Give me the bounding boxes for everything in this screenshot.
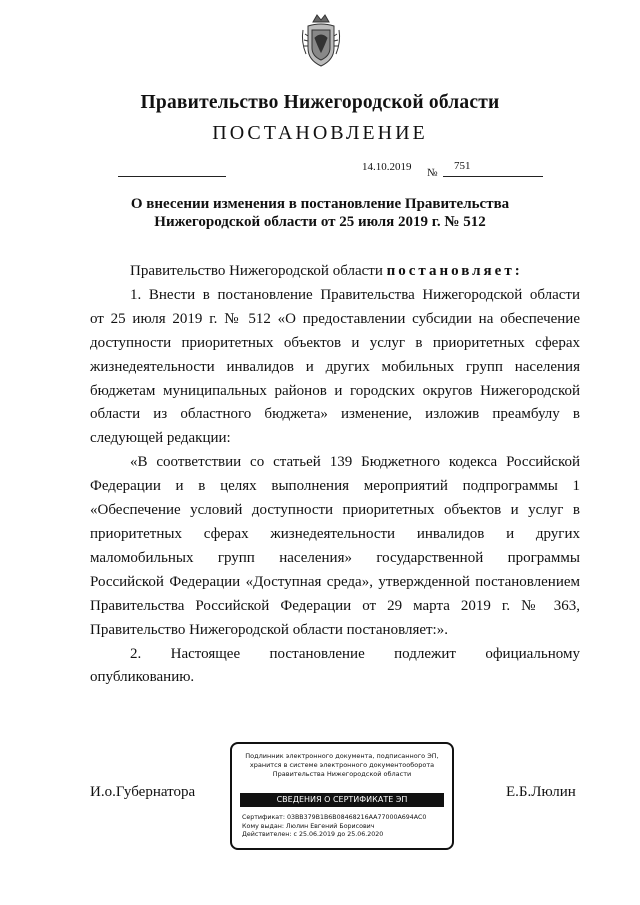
text-line: бюджетам муниципальных районов и городских округов Нижегородской bbox=[90, 382, 580, 399]
text-line: приоритетных сферах жизнедеятельности инвалидов и других bbox=[90, 525, 580, 542]
stamp-note bbox=[238, 752, 446, 779]
government-name: Правительство Нижегородской области bbox=[140, 92, 500, 113]
certificate-validity: Действителен: с 25.06.2019 до 25.06.2020 bbox=[242, 831, 384, 839]
stamp-note-line: Правительства Нижегородской области bbox=[272, 770, 412, 778]
certificate-details bbox=[242, 814, 446, 840]
intro-decree-word: постановляет: bbox=[386, 263, 523, 279]
text-line: доступности приоритетных объектов и услуг в приоритетных сферах bbox=[90, 334, 580, 351]
text-line: Российской Федерации «Доступная среда», утвержденной постановлением bbox=[90, 573, 580, 590]
subject-line: О внесении изменения в постановление Правительства bbox=[130, 196, 510, 212]
text-line: Правительство Нижегородской области постановляет:». bbox=[90, 621, 448, 638]
date-blank-line bbox=[118, 176, 226, 177]
text-line: жизнедеятельности инвалидов и других мобильных групп населения bbox=[90, 358, 580, 375]
item-1-paragraph bbox=[90, 284, 580, 451]
text-line: области из областного бюджета» изменение, изложив преамбулу в bbox=[90, 406, 580, 423]
text-line: от 25 июля 2019 г. № 512 «О предоставлении субсидии на обеспечение bbox=[90, 310, 580, 327]
text-line: 2. Настоящее постановление подлежит официальному bbox=[130, 645, 580, 662]
number-blank-line bbox=[443, 176, 543, 177]
document-body bbox=[90, 260, 580, 690]
coat-of-arms-emblem bbox=[300, 12, 342, 70]
text-line: маломобильных групп населения» государственной программы bbox=[90, 549, 580, 566]
document-type-title: ПОСТАНОВЛЕНИЕ bbox=[212, 122, 428, 144]
certificate-owner: Кому выдан: Люлин Евгений Борисович bbox=[242, 822, 375, 830]
text-line: «Обеспечение условий доступности приоритетных объектов и услуг в bbox=[90, 502, 580, 519]
registration-date: 14.10.2019 bbox=[362, 161, 412, 173]
item-2-paragraph bbox=[90, 643, 580, 691]
certificate-number: Сертификат: 03BB379B1B6B08468216AA77000A694AC0 bbox=[242, 814, 427, 821]
text-line: следующей редакции: bbox=[90, 430, 231, 447]
certificate-banner: СВЕДЕНИЯ О СЕРТИФИКАТЕ ЭП bbox=[240, 793, 444, 807]
stamp-note-line: Подлинник электронного документа, подписанного ЭП, bbox=[245, 752, 439, 760]
signer-name: Е.Б.Люлин bbox=[506, 784, 576, 800]
registration-number-sign: № bbox=[427, 167, 438, 179]
subject-line: Нижегородской области от 25 июля 2019 г. № 512 bbox=[154, 214, 486, 230]
intro-text: Правительство Нижегородской области bbox=[130, 263, 383, 279]
intro-paragraph bbox=[90, 260, 580, 284]
signer-position: И.о.Губернатора bbox=[90, 784, 196, 800]
text-line: Федерации и в целях выполнения мероприятий подпрограммы 1 bbox=[90, 478, 580, 495]
stamp-note-line: хранится в системе электронного документооборота bbox=[249, 761, 435, 769]
text-line: 1. Внести в постановление Правительства Нижегородской области bbox=[130, 286, 580, 303]
text-line: «В соответствии со статьей 139 Бюджетного кодекса Российской bbox=[130, 454, 580, 471]
text-line: Правительства Российской Федерации от 29 марта 2019 г. № 363, bbox=[90, 597, 580, 614]
electronic-signature-stamp bbox=[230, 742, 454, 850]
registration-number: 751 bbox=[454, 160, 471, 172]
document-subject bbox=[60, 195, 580, 231]
text-line: опубликованию. bbox=[90, 669, 195, 686]
quoted-preamble-paragraph bbox=[90, 451, 580, 642]
